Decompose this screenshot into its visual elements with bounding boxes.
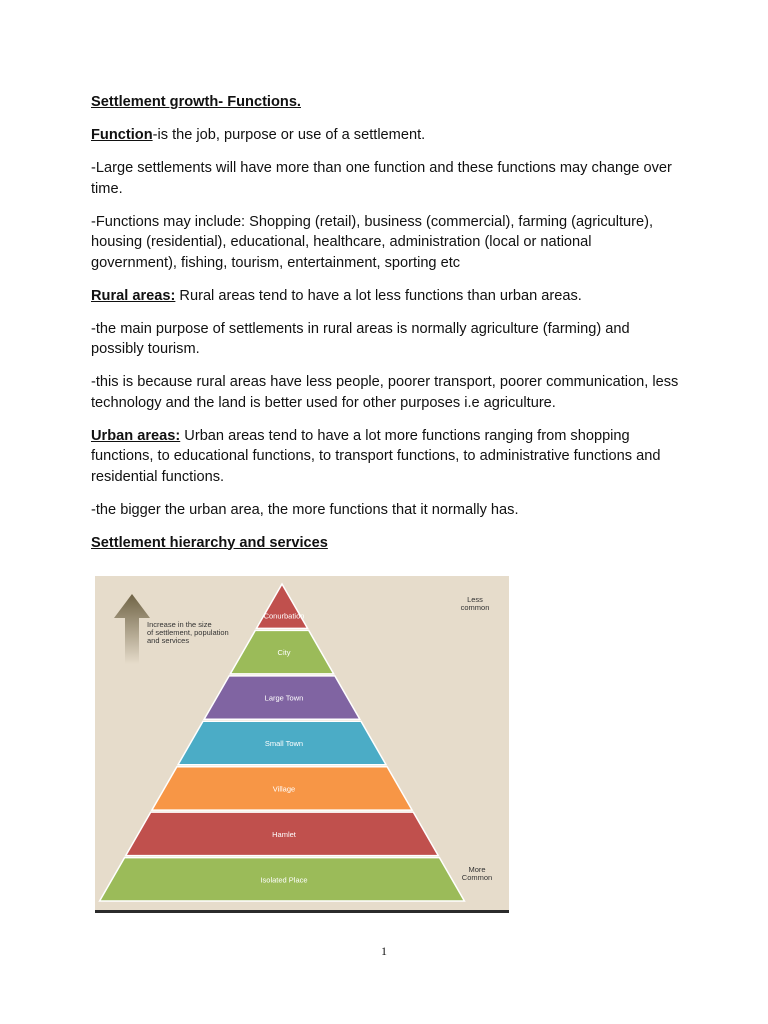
urban-term: Urban areas: [91,427,181,444]
rural-text: Rural areas tend to have a lot less functions than urban areas. [175,287,582,304]
page-title: Settlement growth- Functions. [91,94,301,110]
rural-definition [91,286,681,307]
urban-text: Urban areas tend to have a lot more functions ranging from shopping functions, to educational functions, to transport functions, to administrative functions and residential functions. [91,427,661,485]
upward-arrow-icon [114,594,150,664]
settlement-hierarchy-diagram [95,576,509,913]
paragraph-urban-size: -the bigger the urban area, the more functions that it normally has. [91,501,519,518]
paragraph-rural-reason: -this is because rural areas have less people, poorer transport, poorer communication, less technology and the land is better used for other purposes i.e agriculture. [91,374,679,411]
paragraph-rural-purpose: -the main purpose of settlements in rural areas is normally agriculture (farming) and possibly tourism. [91,320,630,357]
function-definition [91,125,681,146]
tier-label: Hamlet [272,829,296,839]
tier-label: Conurbation [263,611,305,621]
hierarchy-heading: Settlement hierarchy and services [91,534,328,551]
rural-term: Rural areas: [91,287,176,304]
tier-label: Large Town [264,693,304,703]
function-term: Function [91,127,153,143]
tier-label: Isolated Place [260,875,308,885]
function-text: -is the job, purpose or use of a settlement. [152,127,426,143]
arrow-caption: Increase in the size of settlement, population and services [147,620,229,645]
less-common-label: Less common [460,595,490,612]
paragraph-functions-list: -Functions may include: Shopping (retail), business (commercial), farming (agriculture), housing (residential), educational, healthcare, administration (local or national government), fishing, tourism, entertainment, sporting etc [91,213,654,271]
urban-definition [91,426,681,488]
page-number: 1 [381,944,387,958]
tier-label: City [277,648,291,658]
pyramid-svg [95,576,509,910]
more-common-label: More Common [461,865,493,882]
document-body [91,92,681,566]
pyramid-tier-conurbation [256,584,307,628]
tier-label: Village [272,784,296,794]
paragraph-large-settlements: -Large settlements will have more than one function and these functions may change over time. [91,160,672,197]
tier-label: Small Town [264,739,304,748]
